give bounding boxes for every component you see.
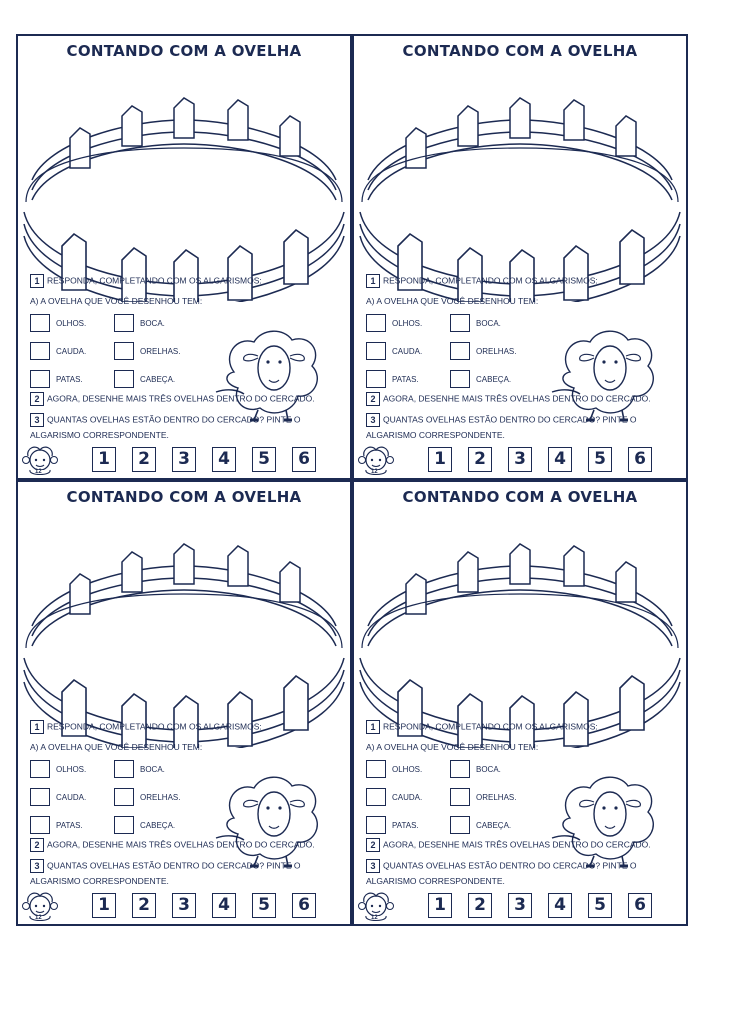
number-option-3[interactable]: 3	[508, 893, 532, 918]
label-cauda: CAUDA.	[392, 793, 423, 802]
number-option-5[interactable]: 5	[252, 893, 276, 918]
label-cauda: CAUDA.	[392, 347, 423, 356]
label-orelhas: ORELHAS.	[476, 793, 517, 802]
number-option-2[interactable]: 2	[132, 893, 156, 918]
label-patas: PATAS.	[56, 375, 83, 384]
label-cabeca: CABEÇA.	[476, 821, 512, 830]
label-cabeca: CABEÇA.	[476, 375, 512, 384]
answer-box-cauda[interactable]	[366, 788, 386, 806]
worksheet-title: CONTANDO COM A OVELHA	[402, 42, 638, 60]
question-2	[30, 392, 315, 406]
number-option-4[interactable]: 4	[548, 893, 572, 918]
answer-box-cauda[interactable]	[30, 788, 50, 806]
number-option-2[interactable]: 2	[132, 447, 156, 472]
answer-box-boca[interactable]	[450, 760, 470, 778]
number-option-5[interactable]: 5	[588, 893, 612, 918]
answer-box-orelhas[interactable]	[450, 342, 470, 360]
label-cabeca: CABEÇA.	[140, 375, 176, 384]
question-a: A) A OVELHA QUE VOCÊ DESENHOU TEM:	[366, 296, 539, 306]
label-olhos: OLHOS.	[392, 765, 423, 774]
label-cauda: CAUDA.	[56, 347, 87, 356]
answer-box-orelhas[interactable]	[114, 342, 134, 360]
answer-box-orelhas[interactable]	[450, 788, 470, 806]
answer-box-olhos[interactable]	[366, 760, 386, 778]
worksheet-card-2	[352, 34, 688, 480]
fence-illustration	[354, 508, 686, 748]
question-1	[366, 720, 598, 734]
question-text: QUANTAS OVELHAS ESTÃO DENTRO DO CERCADO? PINTE O	[47, 860, 301, 871]
number-option-4[interactable]: 4	[548, 447, 572, 472]
label-olhos: OLHOS.	[56, 765, 87, 774]
number-option-1[interactable]: 1	[92, 893, 116, 918]
answer-box-olhos[interactable]	[366, 314, 386, 332]
question-3	[366, 413, 636, 427]
question-3	[366, 859, 636, 873]
label-boca: BOCA.	[140, 319, 165, 328]
question-a: A) A OVELHA QUE VOCÊ DESENHOU TEM:	[366, 742, 539, 752]
number-option-4[interactable]: 4	[212, 447, 236, 472]
fence-illustration	[18, 508, 350, 748]
number-option-5[interactable]: 5	[588, 447, 612, 472]
question-number: 3	[30, 859, 44, 873]
question-1	[30, 720, 262, 734]
label-orelhas: ORELHAS.	[476, 347, 517, 356]
question-number: 3	[30, 413, 44, 427]
question-3	[30, 413, 300, 427]
question-3-line-2: ALGARISMO CORRESPONDENTE.	[366, 430, 505, 440]
question-text: RESPONDA, COMPLETANDO COM OS ALGARISMOS:	[47, 275, 262, 286]
question-a: A) A OVELHA QUE VOCÊ DESENHOU TEM:	[30, 296, 203, 306]
question-text: AGORA, DESENHE MAIS TRÊS OVELHAS DENTRO DO CERCADO.	[47, 839, 315, 850]
question-text: AGORA, DESENHE MAIS TRÊS OVELHAS DENTRO DO CERCADO.	[47, 393, 315, 404]
question-number: 2	[30, 838, 44, 852]
answer-box-orelhas[interactable]	[114, 788, 134, 806]
sheep-illustration	[214, 772, 322, 868]
number-option-6[interactable]: 6	[292, 893, 316, 918]
label-cabeca: CABEÇA.	[140, 821, 176, 830]
number-option-3[interactable]: 3	[172, 893, 196, 918]
answer-box-patas[interactable]	[30, 816, 50, 834]
question-1	[366, 274, 598, 288]
question-1	[30, 274, 262, 288]
question-text: AGORA, DESENHE MAIS TRÊS OVELHAS DENTRO DO CERCADO.	[383, 839, 651, 850]
question-text: RESPONDA, COMPLETANDO COM OS ALGARISMOS:	[383, 721, 598, 732]
answer-box-cabeca[interactable]	[114, 370, 134, 388]
number-option-1[interactable]: 1	[428, 447, 452, 472]
question-a: A) A OVELHA QUE VOCÊ DESENHOU TEM:	[30, 742, 203, 752]
label-boca: BOCA.	[140, 765, 165, 774]
answer-box-boca[interactable]	[114, 760, 134, 778]
page-number: 12	[35, 469, 42, 475]
label-patas: PATAS.	[392, 821, 419, 830]
question-number: 2	[366, 392, 380, 406]
sheep-illustration	[214, 326, 322, 422]
question-number: 1	[30, 274, 44, 288]
number-option-3[interactable]: 3	[172, 447, 196, 472]
question-number: 2	[30, 392, 44, 406]
answer-box-olhos[interactable]	[30, 760, 50, 778]
answer-box-cabeca[interactable]	[114, 816, 134, 834]
question-number: 1	[366, 274, 380, 288]
question-3-line-2: ALGARISMO CORRESPONDENTE.	[30, 430, 169, 440]
worksheet-card-4	[352, 480, 688, 926]
answer-box-cauda[interactable]	[30, 342, 50, 360]
question-text: QUANTAS OVELHAS ESTÃO DENTRO DO CERCADO? PINTE O	[383, 414, 637, 425]
answer-box-cauda[interactable]	[366, 342, 386, 360]
fence-illustration	[354, 62, 686, 302]
answer-box-boca[interactable]	[114, 314, 134, 332]
answer-box-patas[interactable]	[30, 370, 50, 388]
question-text: RESPONDA, COMPLETANDO COM OS ALGARISMOS:	[383, 275, 598, 286]
label-olhos: OLHOS.	[392, 319, 423, 328]
answer-box-cabeca[interactable]	[450, 370, 470, 388]
number-option-2[interactable]: 2	[468, 893, 492, 918]
label-patas: PATAS.	[392, 375, 419, 384]
question-text: QUANTAS OVELHAS ESTÃO DENTRO DO CERCADO? PINTE O	[47, 414, 301, 425]
label-boca: BOCA.	[476, 319, 501, 328]
sheep-illustration	[550, 326, 658, 422]
question-number: 1	[30, 720, 44, 734]
worksheet-card-1	[16, 34, 352, 480]
question-2	[366, 838, 651, 852]
number-option-3[interactable]: 3	[508, 447, 532, 472]
answer-box-olhos[interactable]	[30, 314, 50, 332]
question-number: 3	[366, 859, 380, 873]
label-orelhas: ORELHAS.	[140, 793, 181, 802]
page-number: 12	[35, 915, 42, 921]
number-option-2[interactable]: 2	[468, 447, 492, 472]
question-number: 1	[366, 720, 380, 734]
worksheet-card-3	[16, 480, 352, 926]
question-3	[30, 859, 300, 873]
answer-box-patas[interactable]	[366, 816, 386, 834]
question-2	[30, 838, 315, 852]
label-orelhas: ORELHAS.	[140, 347, 181, 356]
number-option-4[interactable]: 4	[212, 893, 236, 918]
worksheet-title: CONTANDO COM A OVELHA	[66, 42, 302, 60]
number-option-6[interactable]: 6	[628, 447, 652, 472]
question-3-line-2: ALGARISMO CORRESPONDENTE.	[30, 876, 169, 886]
answer-box-cabeca[interactable]	[450, 816, 470, 834]
answer-box-patas[interactable]	[366, 370, 386, 388]
page-number: 12	[371, 915, 378, 921]
question-text: QUANTAS OVELHAS ESTÃO DENTRO DO CERCADO? PINTE O	[383, 860, 637, 871]
label-cauda: CAUDA.	[56, 793, 87, 802]
question-2	[366, 392, 651, 406]
page-number: 12	[371, 469, 378, 475]
worksheet-title: CONTANDO COM A OVELHA	[66, 488, 302, 506]
number-option-1[interactable]: 1	[92, 447, 116, 472]
question-number: 2	[366, 838, 380, 852]
number-option-1[interactable]: 1	[428, 893, 452, 918]
answer-box-boca[interactable]	[450, 314, 470, 332]
number-option-6[interactable]: 6	[628, 893, 652, 918]
question-text: RESPONDA, COMPLETANDO COM OS ALGARISMOS:	[47, 721, 262, 732]
worksheet-title: CONTANDO COM A OVELHA	[402, 488, 638, 506]
label-patas: PATAS.	[56, 821, 83, 830]
fence-illustration	[18, 62, 350, 302]
label-boca: BOCA.	[476, 765, 501, 774]
sheep-illustration	[550, 772, 658, 868]
label-olhos: OLHOS.	[56, 319, 87, 328]
number-option-5[interactable]: 5	[252, 447, 276, 472]
question-number: 3	[366, 413, 380, 427]
question-3-line-2: ALGARISMO CORRESPONDENTE.	[366, 876, 505, 886]
question-text: AGORA, DESENHE MAIS TRÊS OVELHAS DENTRO DO CERCADO.	[383, 393, 651, 404]
number-option-6[interactable]: 6	[292, 447, 316, 472]
